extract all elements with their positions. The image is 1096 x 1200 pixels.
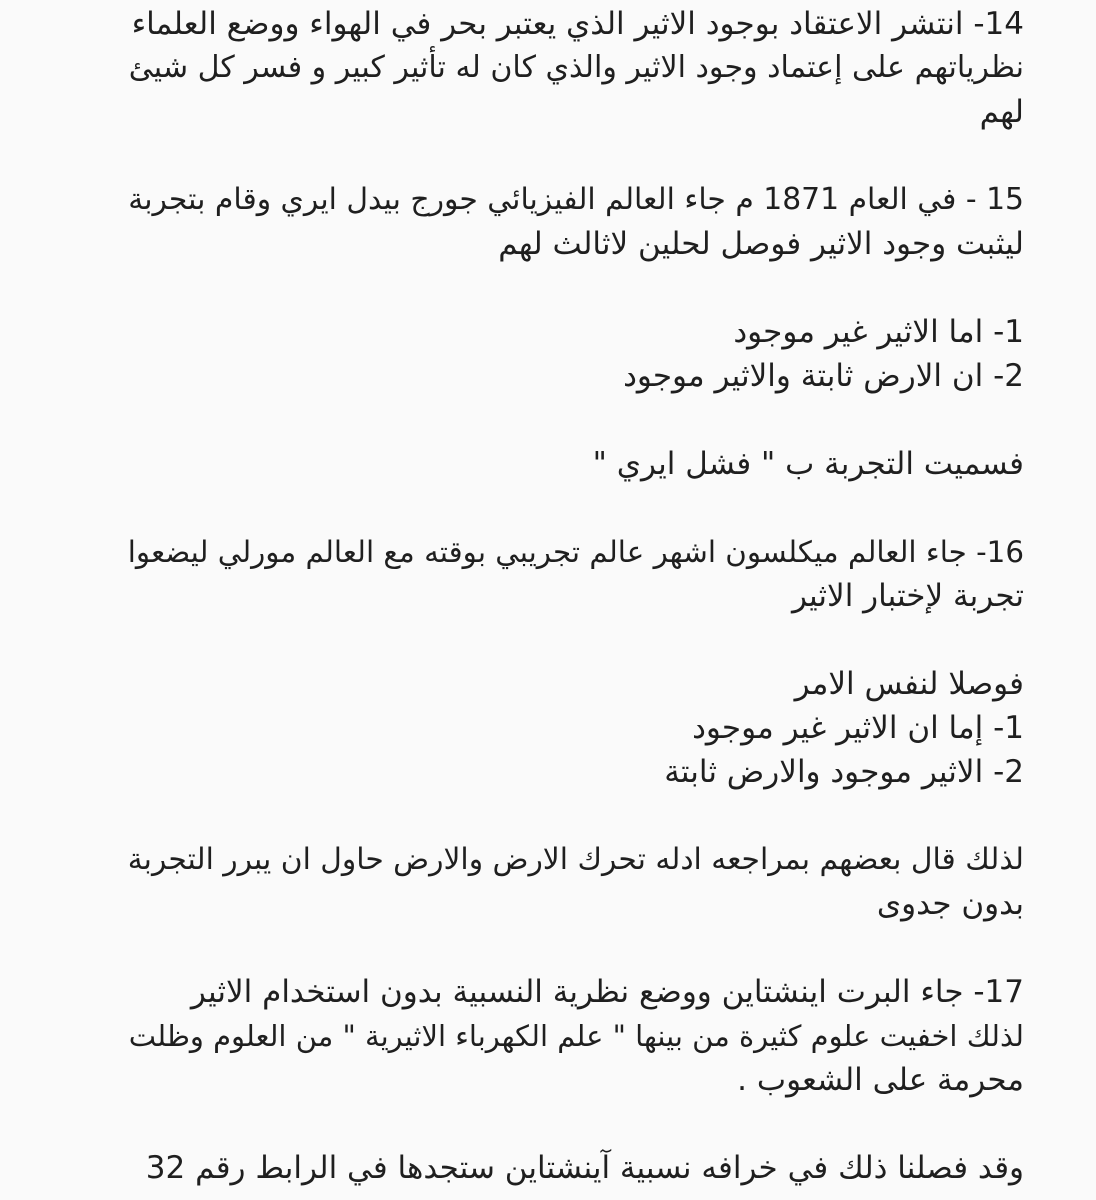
text-line: وقد فصلنا ذلك في خرافه نسبية آينشتاين ستجدها في الرابط رقم 32 <box>145 1150 1024 1186</box>
text-line: 17- جاء البرت اينشتاين ووضع نظرية النسبية بدون استخدام الاثير <box>190 974 1024 1010</box>
text-line: 14- انتشر الاعتقاد بوجود الاثير الذي يعتبر بحر في الهواء ووضع العلماء <box>131 6 1024 42</box>
list-item: 2- الاثير موجود والارض ثابتة <box>664 754 1024 790</box>
closing-paragraph <box>128 1146 1024 1190</box>
text-line: بدون جدوى <box>876 886 1024 922</box>
text-line: لهم <box>979 94 1024 130</box>
list-item: 1- اما الاثير غير موجود <box>733 314 1024 350</box>
text-line: نظرياتهم على إعتماد وجود الاثير والذي كان له تأثير كبير و فسر كل شيئ <box>128 50 1024 85</box>
airy-failure-paragraph <box>128 442 1024 486</box>
text-line: ليثبت وجود الاثير فوصل لحلين لاثالث لهم <box>498 226 1024 262</box>
text-line: فوصلا لنفس الامر <box>794 666 1024 702</box>
text-line: 15 - في العام 1871 م جاء العالم الفيزيائي جورج بيدل ايري وقام بتجربة <box>128 182 1024 217</box>
text-line: لذلك اخفيت علوم كثيرة من بينها " علم الكهرباء الاثيرية " من العلوم وظلت <box>128 1019 1024 1053</box>
text-line: 16- جاء العالم ميكلسون اشهر عالم تجريبي بوقته مع العالم مورلي ليضعوا <box>127 535 1024 569</box>
airy-outcomes-list <box>128 310 1024 398</box>
text-line: تجربة لإختبار الاثير <box>791 578 1024 614</box>
list-item: 1- إما ان الاثير غير موجود <box>692 710 1024 746</box>
text-line: لذلك قال بعضهم بمراجعه ادله تحرك الارض والارض حاول ان يبرر التجربة <box>127 842 1024 877</box>
list-item: 2- ان الارض ثابتة والاثير موجود <box>623 358 1024 394</box>
paragraph-15 <box>128 178 1024 266</box>
paragraph-14 <box>128 2 1024 134</box>
justification-paragraph <box>128 838 1024 926</box>
text-line: فسميت التجربة ب " فشل ايري " <box>592 446 1024 482</box>
text-line: محرمة على الشعوب . <box>737 1062 1024 1098</box>
michelson-outcomes-list <box>128 662 1024 794</box>
paragraph-16 <box>128 530 1024 618</box>
paragraph-17 <box>128 970 1024 1102</box>
